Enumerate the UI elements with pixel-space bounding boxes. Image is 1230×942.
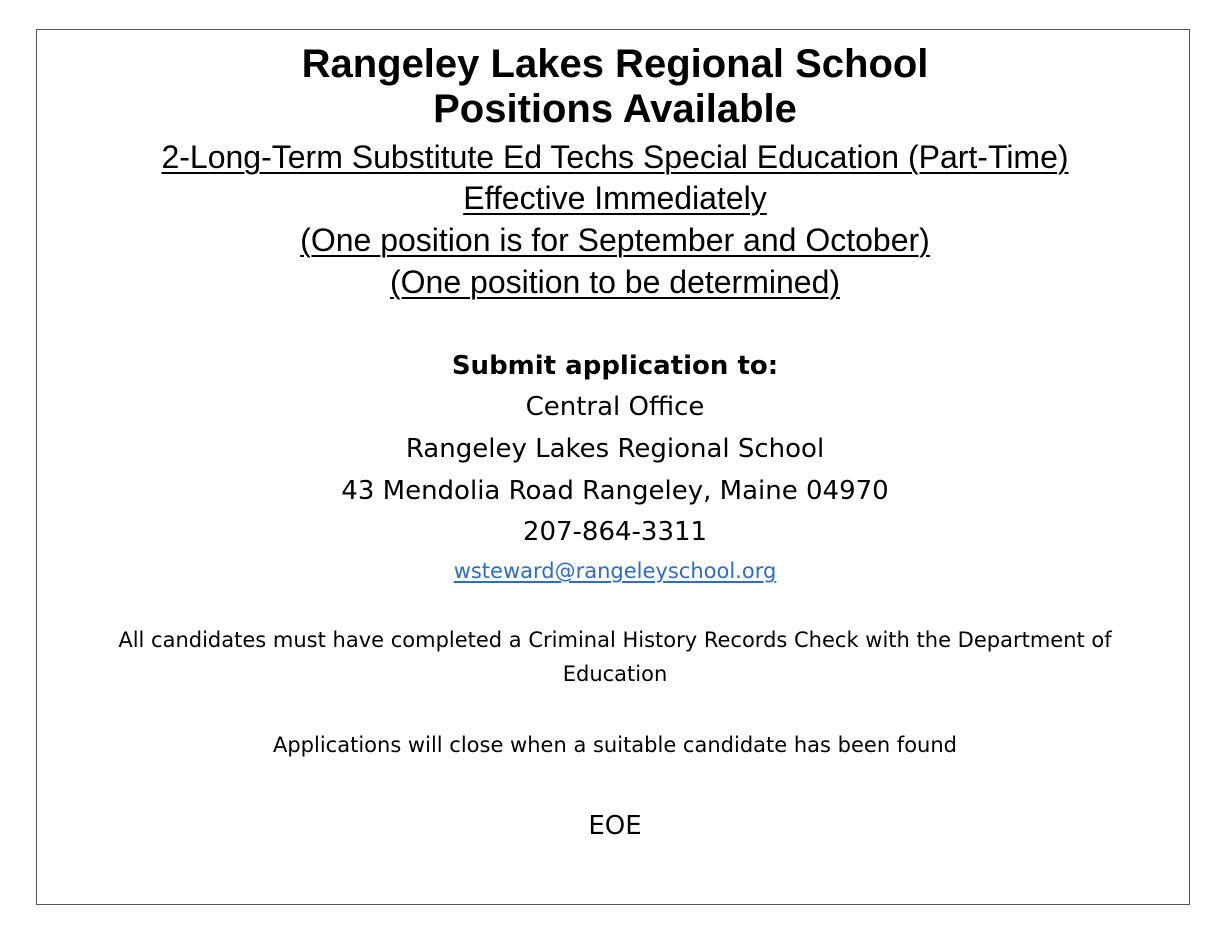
phone-number: 207-864-3311 — [522, 517, 708, 547]
position-note-2: (One position to be determined) — [389, 264, 841, 300]
school-name-heading: Rangeley Lakes Regional School — [301, 42, 929, 86]
effective-date: Effective Immediately — [463, 180, 767, 216]
school-name: Rangeley Lakes Regional School — [405, 434, 825, 464]
requirements-line-1: All candidates must have completed a Criminal History Records Check with the Department of — [118, 628, 1112, 652]
office-name: Central Office — [525, 392, 705, 422]
position-title: 2-Long-Term Substitute Ed Techs Special Education (Part-Time) — [161, 139, 1069, 175]
position-note-1: (One position is for September and October) — [300, 222, 930, 258]
closing-statement: Applications will close when a suitable candidate has been found — [272, 733, 957, 757]
email-link[interactable]: wsteward@rangeleyschool.org — [453, 559, 777, 583]
requirements-line-2: Education — [562, 662, 668, 686]
mailing-address: 43 Mendolia Road Rangeley, Maine 04970 — [341, 476, 889, 506]
submit-heading: Submit application to: — [451, 351, 779, 381]
positions-available-heading: Positions Available — [433, 87, 797, 131]
email-line — [0, 555, 1230, 587]
eoe-label: EOE — [588, 811, 642, 841]
